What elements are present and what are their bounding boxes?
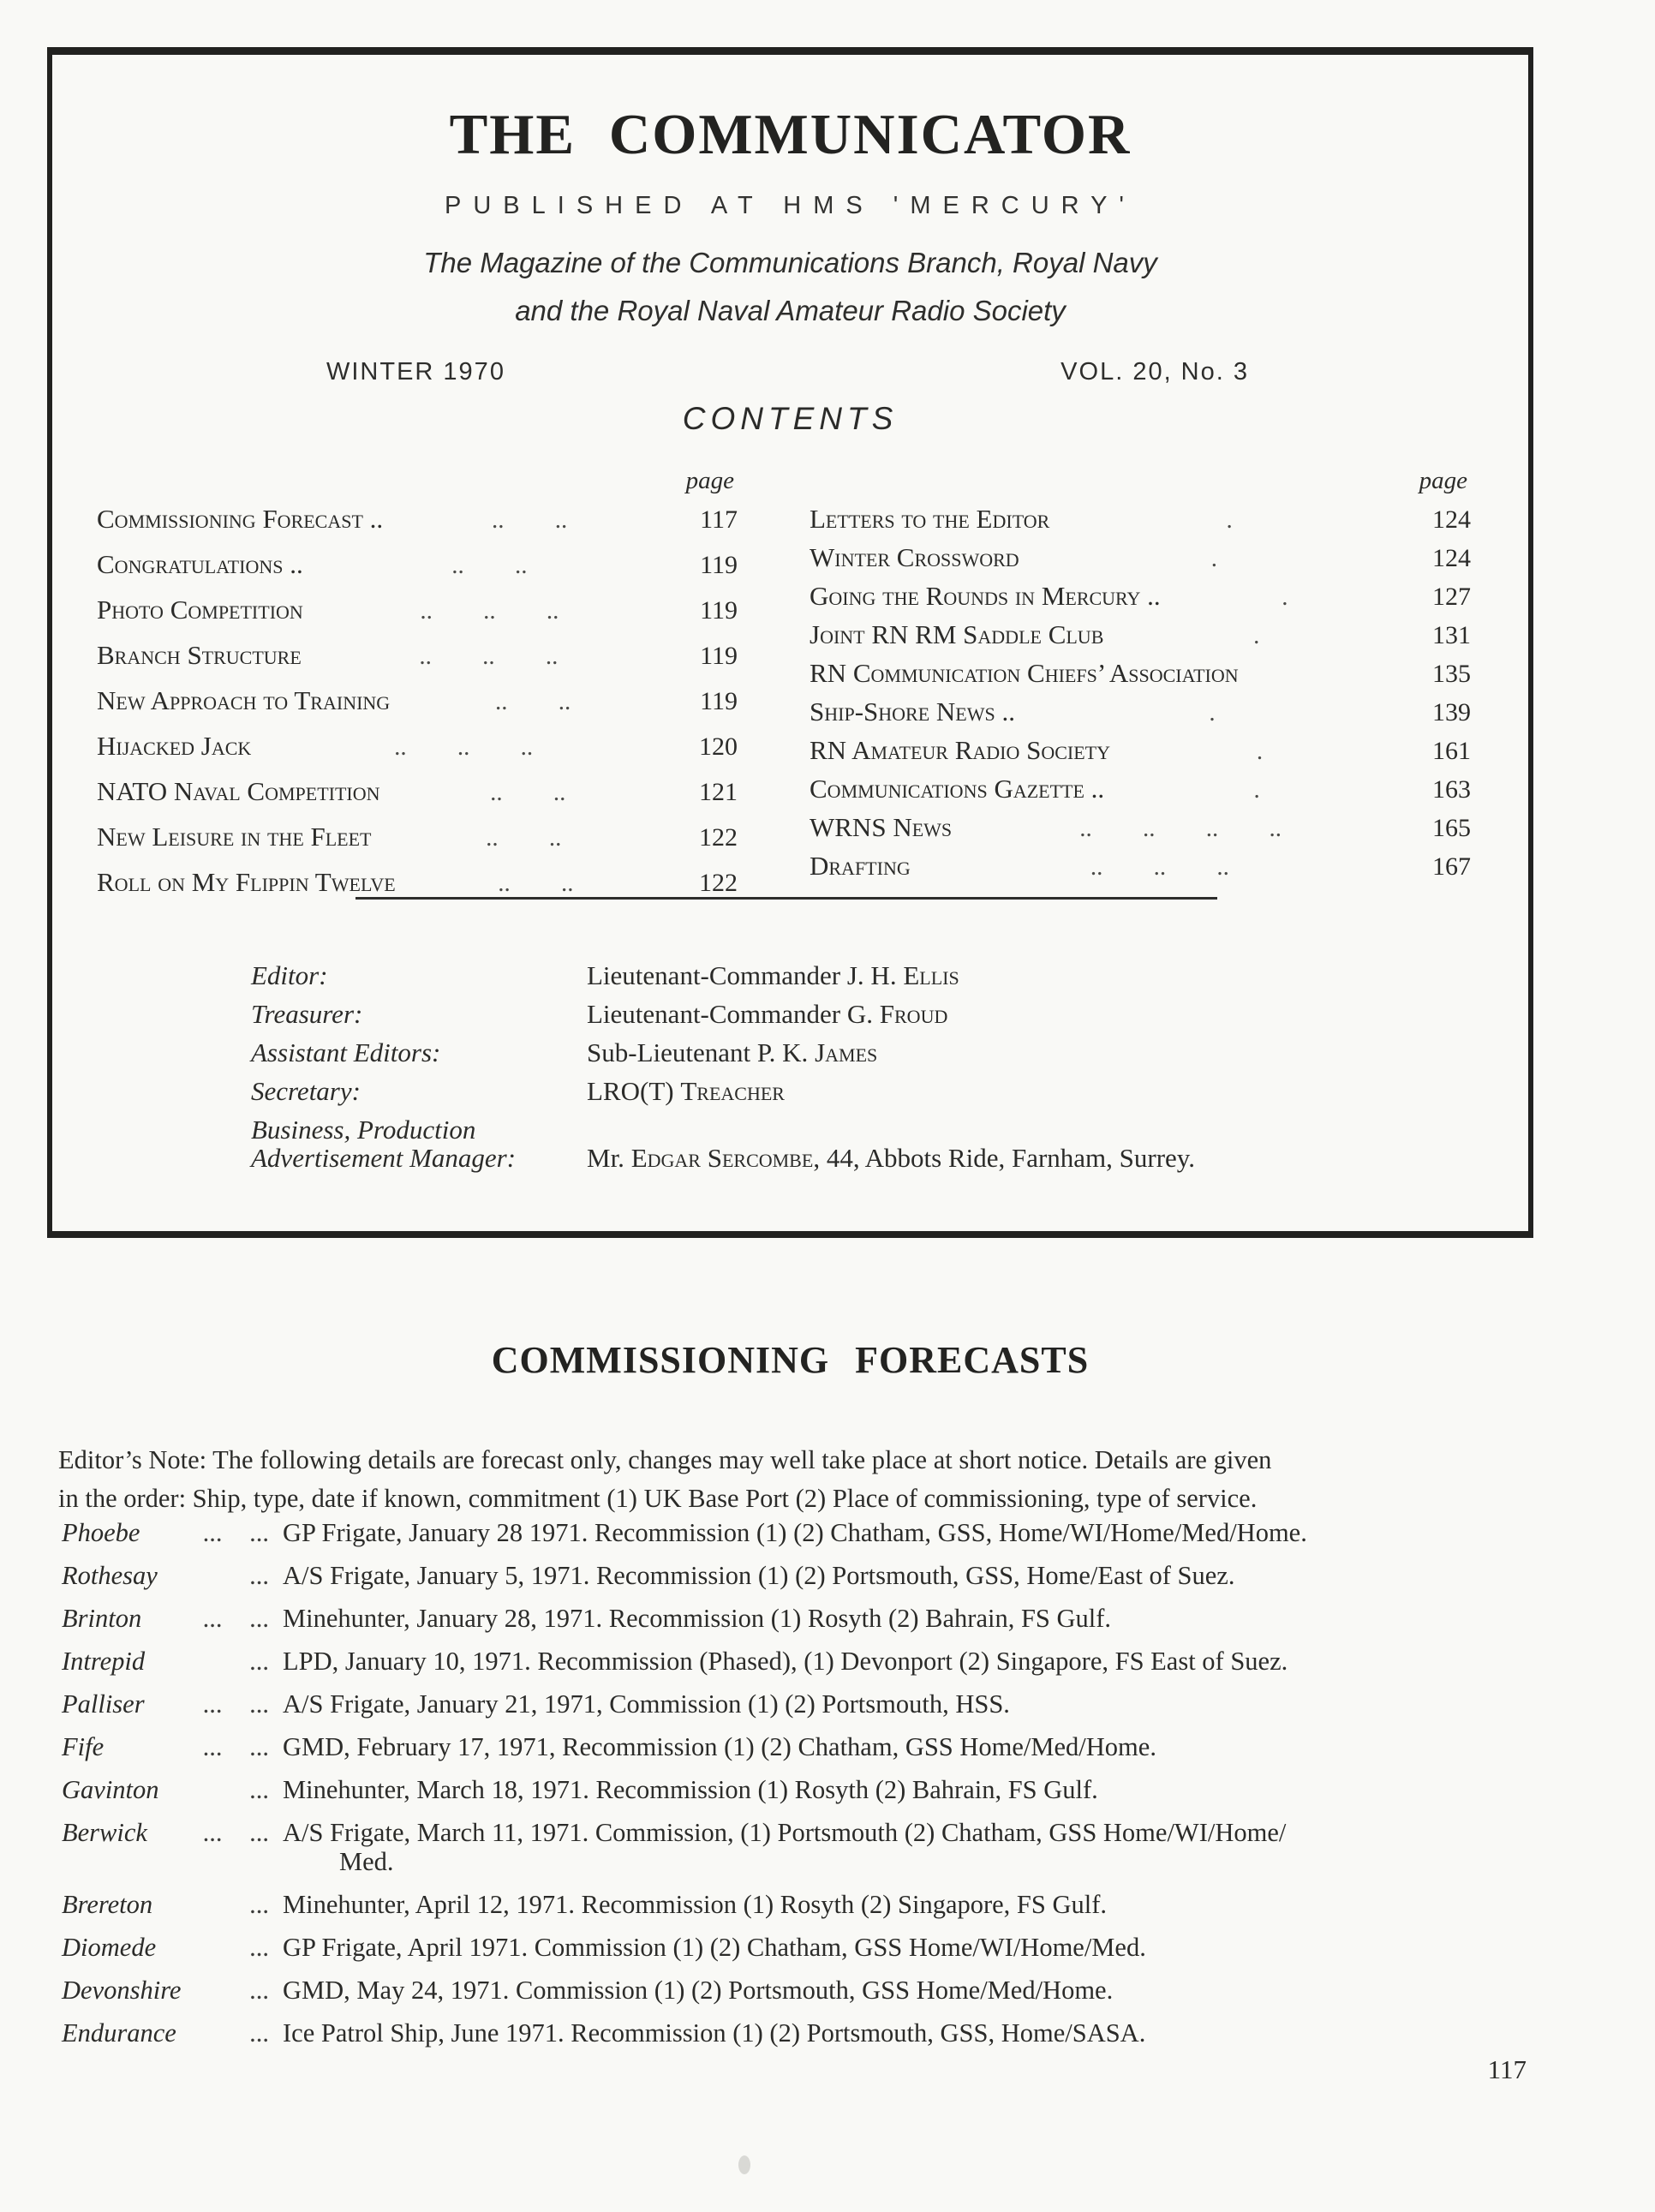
staff-person-rank: LRO(T) (587, 1076, 681, 1106)
toc-leader-dots: . (1282, 583, 1288, 611)
ship-leader-dots: ... ... (202, 1604, 269, 1633)
ship-forecast-row (62, 1775, 1538, 1804)
ship-leader-dots: ... (249, 1775, 269, 1804)
toc-leader-dots: .. .. .. (419, 643, 559, 670)
contents-list-left (97, 504, 738, 912)
toc-entry-page: 163 (1432, 775, 1471, 804)
ship-leader-dots: ... (249, 2018, 269, 2048)
ship-name: Gavinton (62, 1775, 159, 1804)
ship-name: Devonshire (62, 1976, 182, 2005)
staff-person (587, 961, 1382, 989)
ship-name-cell (62, 1890, 283, 1919)
toc-entry (97, 867, 738, 912)
ship-name-cell (62, 1518, 283, 1547)
ship-forecast-text: A/S Frigate, January 5, 1971. Recommission (1) (2) Portsmouth, GSS, Home/East of Suez. (283, 1561, 1235, 1590)
staff-person-surname: Ellis (903, 960, 959, 990)
toc-entry-label: RN Amateur Radio Society (810, 735, 1110, 765)
ship-name-cell (62, 1561, 283, 1590)
ship-forecast-text: A/S Frigate, March 11, 1971. Commission, (1) Portsmouth (2) Chatham, GSS Home/WI/Home/ (283, 1818, 1287, 1847)
page-column-label-right: page (1419, 467, 1467, 494)
ship-forecast-row (62, 1561, 1538, 1590)
ship-name-cell (62, 1775, 283, 1804)
staff-person-rank: Mr. (587, 1143, 631, 1173)
toc-entry-label: Branch Structure (97, 640, 302, 670)
ship-name: Phoebe (62, 1518, 140, 1547)
toc-leader-dots: .. .. (451, 552, 528, 579)
ship-forecast-text: LPD, January 10, 1971. Recommission (Phased), (1) Devonport (2) Singapore, FS East of Suez. (283, 1647, 1288, 1676)
toc-entry (97, 595, 738, 640)
toc-leader-dots: . (1253, 776, 1260, 804)
ship-forecast-row (62, 1976, 1538, 2005)
toc-leader-dots: .. .. (486, 824, 562, 852)
page-number: 117 (1487, 2054, 1527, 2084)
staff-role-label (251, 1038, 587, 1067)
ship-forecast-details (283, 1890, 1538, 1919)
toc-entry-label: Ship-Shore News .. (810, 696, 1015, 726)
staff-person (587, 1038, 1382, 1067)
staff-row (251, 1038, 1382, 1067)
staff-role-label (251, 1000, 587, 1028)
toc-entry-page: 127 (1432, 583, 1471, 611)
staff-role-line-2: Advertisement Manager: (251, 1143, 517, 1173)
ship-name: Intrepid (62, 1647, 146, 1676)
scan-smudge-artifact (738, 2155, 750, 2174)
staff-person (587, 1000, 1382, 1028)
ship-forecast-details (283, 1518, 1538, 1547)
ship-forecast-row (62, 1604, 1538, 1633)
toc-entry (810, 774, 1471, 812)
staff-person-suffix: , 44, Abbots Ride, Farnham, Surrey. (813, 1143, 1196, 1173)
toc-leader-dots: .. .. .. (1090, 853, 1229, 881)
toc-entry-label: Going the Rounds in Mercury .. (810, 581, 1161, 611)
ship-forecast-row (62, 2018, 1538, 2048)
toc-entry-label: New Approach to Training (97, 685, 391, 715)
ship-name-cell (62, 1732, 283, 1761)
staff-row (251, 1000, 1382, 1028)
editors-note (58, 1441, 1549, 1518)
subtitle-line-2: and the Royal Naval Amateur Radio Society (515, 295, 1066, 326)
published-at-line: PUBLISHED AT HMS 'MERCURY' (445, 192, 1136, 219)
staff-person-rank: Lieutenant-Commander J. H. (587, 960, 904, 990)
ship-forecast-text: Minehunter, January 28, 1971. Recommission (1) Rosyth (2) Bahrain, FS Gulf. (283, 1604, 1112, 1633)
toc-entry-page: 121 (699, 778, 738, 806)
ship-forecast-row (62, 1518, 1538, 1547)
staff-role-line-1: Secretary: (251, 1076, 361, 1106)
subtitle-line-1: The Magazine of the Communications Branch, Royal Navy (423, 247, 1157, 278)
staff-person-surname: Froud (879, 999, 948, 1029)
staff-row (251, 961, 1382, 989)
toc-entry (97, 776, 738, 822)
toc-entry (97, 731, 738, 776)
toc-entry-label: Communications Gazette .. (810, 774, 1105, 804)
toc-entry-page: 139 (1432, 698, 1471, 726)
toc-entry (810, 658, 1471, 696)
toc-entry-label: RN Communication Chiefs’ Association (810, 658, 1239, 688)
staff-row (251, 1115, 1382, 1172)
ship-leader-dots: ... (249, 1933, 269, 1962)
ship-leader-dots: ... ... (202, 1689, 269, 1719)
toc-entry-page: 124 (1432, 505, 1471, 534)
ship-leader-dots: ... (249, 1890, 269, 1919)
toc-entry (810, 735, 1471, 774)
ship-leader-dots: ... ... (202, 1732, 269, 1761)
ship-name-cell (62, 1647, 283, 1676)
toc-entry-label: Hijacked Jack (97, 731, 252, 761)
ship-forecast-details (283, 1818, 1538, 1876)
staff-role-label (251, 1077, 587, 1105)
toc-leader-dots: .. .. .. (420, 597, 559, 625)
ship-leader-dots: ... ... (202, 1818, 269, 1847)
toc-entry (97, 640, 738, 685)
toc-entry-page: 119 (700, 596, 738, 625)
ship-name: Brinton (62, 1604, 142, 1633)
ship-forecast-row (62, 1689, 1538, 1719)
toc-entry (810, 504, 1471, 542)
ship-forecast-text: GMD, February 17, 1971, Recommission (1) (2) Chatham, GSS Home/Med/Home. (283, 1732, 1156, 1761)
ship-name: Brereton (62, 1890, 153, 1919)
magazine-title: THE COMMUNICATOR (449, 103, 1132, 166)
toc-entry-label: WRNS News (810, 812, 953, 842)
editors-note-line-1: Editor’s Note: The following details are forecast only, changes may well take place at short notice. Details are given (58, 1445, 1272, 1474)
toc-entry-page: 119 (700, 551, 738, 579)
ship-forecast-continuation: Med. (339, 1847, 394, 1876)
contents-list-right (810, 504, 1471, 889)
ship-forecast-details (283, 1976, 1538, 2005)
staff-person-rank: Lieutenant-Commander G. (587, 999, 880, 1029)
staff-person-rank: Sub-Lieutenant P. K. (587, 1037, 816, 1067)
ship-forecast-details (283, 1604, 1538, 1633)
toc-entry-label: Roll on My Flippin Twelve (97, 867, 396, 897)
ship-name: Fife (62, 1732, 105, 1761)
ship-forecast-text: GP Frigate, April 1971. Commission (1) (2) Chatham, GSS Home/WI/Home/Med. (283, 1933, 1146, 1962)
ship-name: Berwick (62, 1818, 147, 1847)
toc-entry-page: 167 (1432, 852, 1471, 881)
ship-forecast-details (283, 2018, 1538, 2048)
ship-forecast-text: Minehunter, April 12, 1971. Recommission (1) Rosyth (2) Singapore, FS Gulf. (283, 1890, 1108, 1919)
ship-name-cell (62, 1689, 283, 1719)
staff-row (251, 1077, 1382, 1105)
ship-forecast-details (283, 1732, 1538, 1761)
toc-leader-dots: .. .. (498, 870, 574, 897)
ship-forecast-text: Ice Patrol Ship, June 1971. Recommission (1) (2) Portsmouth, GSS, Home/SASA. (283, 2018, 1146, 2048)
toc-leader-dots: . (1253, 622, 1260, 649)
contents-column-left (97, 467, 738, 912)
toc-entry-label: Joint RN RM Saddle Club (810, 619, 1104, 649)
staff-block (251, 961, 1382, 1182)
ship-forecast-row (62, 1647, 1538, 1676)
ship-leader-dots: ... (249, 1647, 269, 1676)
forecasts-heading: COMMISSIONING FORECASTS (491, 1339, 1090, 1381)
toc-entry-page: 120 (699, 732, 738, 761)
toc-leader-dots: . (1226, 506, 1233, 534)
page-column-label-left: page (685, 467, 734, 494)
contents-column-right (810, 467, 1471, 889)
toc-entry-label: Drafting (810, 851, 911, 881)
toc-entry (810, 542, 1471, 581)
ship-name: Diomede (62, 1933, 157, 1962)
toc-entry (810, 619, 1471, 658)
staff-role-line-1: Treasurer: (251, 999, 363, 1029)
toc-entry (97, 685, 738, 731)
toc-leader-dots: .. .. (490, 779, 566, 806)
toc-leader-dots: .. .. .. .. (1079, 815, 1282, 842)
staff-role-label (251, 1115, 587, 1172)
ship-leader-dots: ... (249, 1561, 269, 1590)
toc-leader-dots: . (1209, 699, 1216, 726)
ship-forecast-details (283, 1689, 1538, 1719)
toc-entry (810, 851, 1471, 889)
ship-forecast-text: A/S Frigate, January 21, 1971, Commission (1) (2) Portsmouth, HSS. (283, 1689, 1010, 1719)
ship-name-cell (62, 1976, 283, 2005)
ship-name-cell (62, 2018, 283, 2048)
staff-person (587, 1144, 1382, 1172)
ship-name: Endurance (62, 2018, 176, 2048)
ship-leader-dots: ... (249, 1976, 269, 2005)
toc-entry-label: Photo Competition (97, 595, 303, 625)
ship-forecast-details (283, 1561, 1538, 1590)
toc-entry-page: 124 (1432, 544, 1471, 572)
toc-entry-page: 135 (1432, 660, 1471, 688)
masthead-contents-box (47, 47, 1533, 1238)
ship-name: Rothesay (62, 1561, 158, 1590)
issue-season: WINTER 1970 (326, 358, 505, 386)
toc-entry (810, 581, 1471, 619)
toc-entry-label: Winter Crossword (810, 542, 1019, 572)
toc-entry-page: 122 (699, 823, 738, 852)
toc-entry-label: New Leisure in the Fleet (97, 822, 372, 852)
editors-note-line-2: in the order: Ship, type, date if known, commitment (1) UK Base Port (2) Place of commissioning, type of service. (58, 1484, 1258, 1513)
ship-name-cell (62, 1818, 283, 1876)
staff-person-surname: Treacher (680, 1076, 785, 1106)
toc-entry (97, 549, 738, 595)
issue-volume-row (52, 360, 1528, 385)
toc-entry-page: 119 (700, 687, 738, 715)
ship-forecast-text: GP Frigate, January 28 1971. Recommission (1) (2) Chatham, GSS, Home/WI/Home/Med/Home. (283, 1518, 1307, 1547)
staff-role-line-1: Business, Production (251, 1115, 476, 1145)
ship-forecast-text: Minehunter, March 18, 1971. Recommission (1) Rosyth (2) Bahrain, FS Gulf. (283, 1775, 1098, 1804)
ship-forecast-details (283, 1775, 1538, 1804)
toc-entry-label: NATO Naval Competition (97, 776, 380, 806)
toc-entry-page: 117 (700, 505, 738, 534)
staff-person-surname: James (815, 1037, 878, 1067)
toc-leader-dots: .. .. .. (394, 733, 534, 761)
ship-forecast-details (283, 1647, 1538, 1676)
staff-role-line-1: Assistant Editors: (251, 1037, 441, 1067)
staff-role-line-1: Editor: (251, 960, 328, 990)
ship-forecast-row (62, 1890, 1538, 1919)
staff-person (587, 1077, 1382, 1105)
toc-entry-label: Commissioning Forecast .. (97, 504, 384, 534)
contents-heading: CONTENTS (682, 401, 899, 436)
ship-forecast-row (62, 1732, 1538, 1761)
toc-entry-page: 122 (699, 869, 738, 897)
toc-leader-dots: . (1210, 545, 1217, 572)
toc-entry-page: 165 (1432, 814, 1471, 842)
toc-entry-page: 119 (700, 642, 738, 670)
toc-leader-dots: .. .. (494, 688, 571, 715)
volume-number: VOL. 20, No. 3 (1061, 358, 1249, 386)
ship-forecast-details (283, 1933, 1538, 1962)
divider-rule (355, 897, 1217, 900)
toc-entry-page: 131 (1432, 621, 1471, 649)
staff-role-label (251, 961, 587, 989)
ship-forecast-text: GMD, May 24, 1971. Commission (1) (2) Portsmouth, GSS Home/Med/Home. (283, 1976, 1114, 2005)
toc-entry-label: Letters to the Editor (810, 504, 1050, 534)
ship-forecast-row (62, 1818, 1538, 1876)
toc-entry (810, 696, 1471, 735)
ship-name-cell (62, 1933, 283, 1962)
toc-entry (97, 504, 738, 549)
ships-forecast-list (62, 1518, 1538, 2061)
toc-entry (810, 812, 1471, 851)
toc-leader-dots: . (1256, 738, 1264, 765)
toc-entry-page: 161 (1432, 737, 1471, 765)
ship-leader-dots: ... ... (202, 1518, 269, 1547)
staff-person-surname: Edgar Sercombe (630, 1143, 814, 1173)
ship-name: Palliser (62, 1689, 145, 1719)
toc-entry-label: Congratulations .. (97, 549, 303, 579)
toc-entry (97, 822, 738, 867)
ship-name-cell (62, 1604, 283, 1633)
toc-leader-dots: .. .. (491, 506, 568, 534)
ship-forecast-row (62, 1933, 1538, 1962)
